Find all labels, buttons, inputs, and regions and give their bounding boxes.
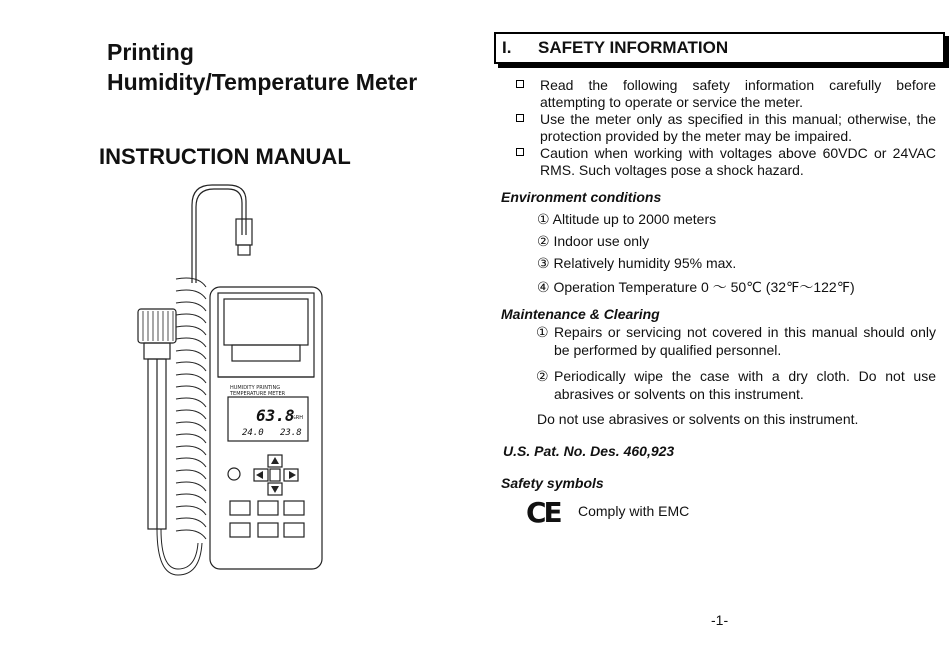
maintenance-text: Repairs or servicing not covered in this manual should only be performed by qualified personnel. (554, 324, 936, 358)
page-number: -1- (711, 612, 729, 628)
product-title-line1: Printing (107, 39, 194, 65)
safety-bullet-3 (514, 145, 936, 179)
printer-area (218, 293, 314, 377)
safety-bullet-2 (514, 111, 936, 145)
lcd-left-reading: 24.0 (242, 428, 264, 438)
product-title-line2: Humidity/Temperature Meter (107, 69, 418, 95)
checkbox-bullet-icon (516, 114, 524, 122)
lcd-main-reading: 63.8 (256, 406, 295, 425)
environment-item-3: ③ Relatively humidity 95% max. (537, 255, 737, 271)
lcd-unit: %RH (291, 415, 303, 421)
probe-head (138, 309, 176, 343)
maintenance-number: ① (536, 324, 549, 340)
ce-mark-icon: CE (526, 496, 560, 529)
panel-line2: TEMPERATURE METER (230, 391, 286, 397)
cable-connector (236, 219, 252, 245)
cable-path (192, 185, 246, 283)
probe-collar (144, 343, 170, 359)
panel-line1: HUMIDITY PRINTING (230, 385, 281, 391)
maintenance-item-2 (536, 367, 936, 403)
meter-body (210, 287, 322, 569)
safety-bullet-1 (514, 77, 936, 111)
maintenance-number: ② (536, 368, 549, 384)
maintenance-item-1 (536, 323, 936, 359)
section-number: I. (502, 38, 512, 57)
meter-illustration (128, 183, 328, 583)
checkbox-bullet-icon (516, 80, 524, 88)
manual-title: INSTRUCTION MANUAL (99, 144, 351, 169)
bullet-text: Use the meter only as specified in this manual; otherwise, the protection provided by the meter may be impaired. (540, 111, 936, 144)
section-header (494, 32, 945, 64)
lcd-right-reading: 23.8 (280, 428, 302, 438)
symbols-heading: Safety symbols (501, 475, 604, 491)
maintenance-text: Periodically wipe the case with a dry cloth. Do not use abrasives or solvents on this instrument. (554, 368, 936, 402)
maintenance-heading: Maintenance & Clearing (501, 306, 660, 322)
coiled-cord (176, 278, 206, 539)
power-button-graphic (228, 468, 240, 480)
section-title: SAFETY INFORMATION (538, 38, 729, 57)
ce-text: Comply with EMC (578, 503, 690, 519)
environment-heading: Environment conditions (501, 189, 662, 205)
environment-item-2: ② Indoor use only (537, 233, 650, 249)
maintenance-note: Do not use abrasives or solvents on this instrument. (537, 411, 859, 427)
checkbox-bullet-icon (516, 148, 524, 156)
environment-item-1: ① Altitude up to 2000 meters (537, 211, 717, 227)
bullet-text: Caution when working with voltages above 60VDC or 24VAC RMS. Such voltages pose a shock hazard. (540, 145, 936, 178)
patent-number: U.S. Pat. No. Des. 460,923 (503, 443, 675, 459)
bullet-text: Read the following safety information carefully before attempting to operate or service the meter. (540, 77, 936, 110)
environment-item-4: ④ Operation Temperature 0 ～ 50℃ (32℉～122℉) (537, 279, 855, 295)
